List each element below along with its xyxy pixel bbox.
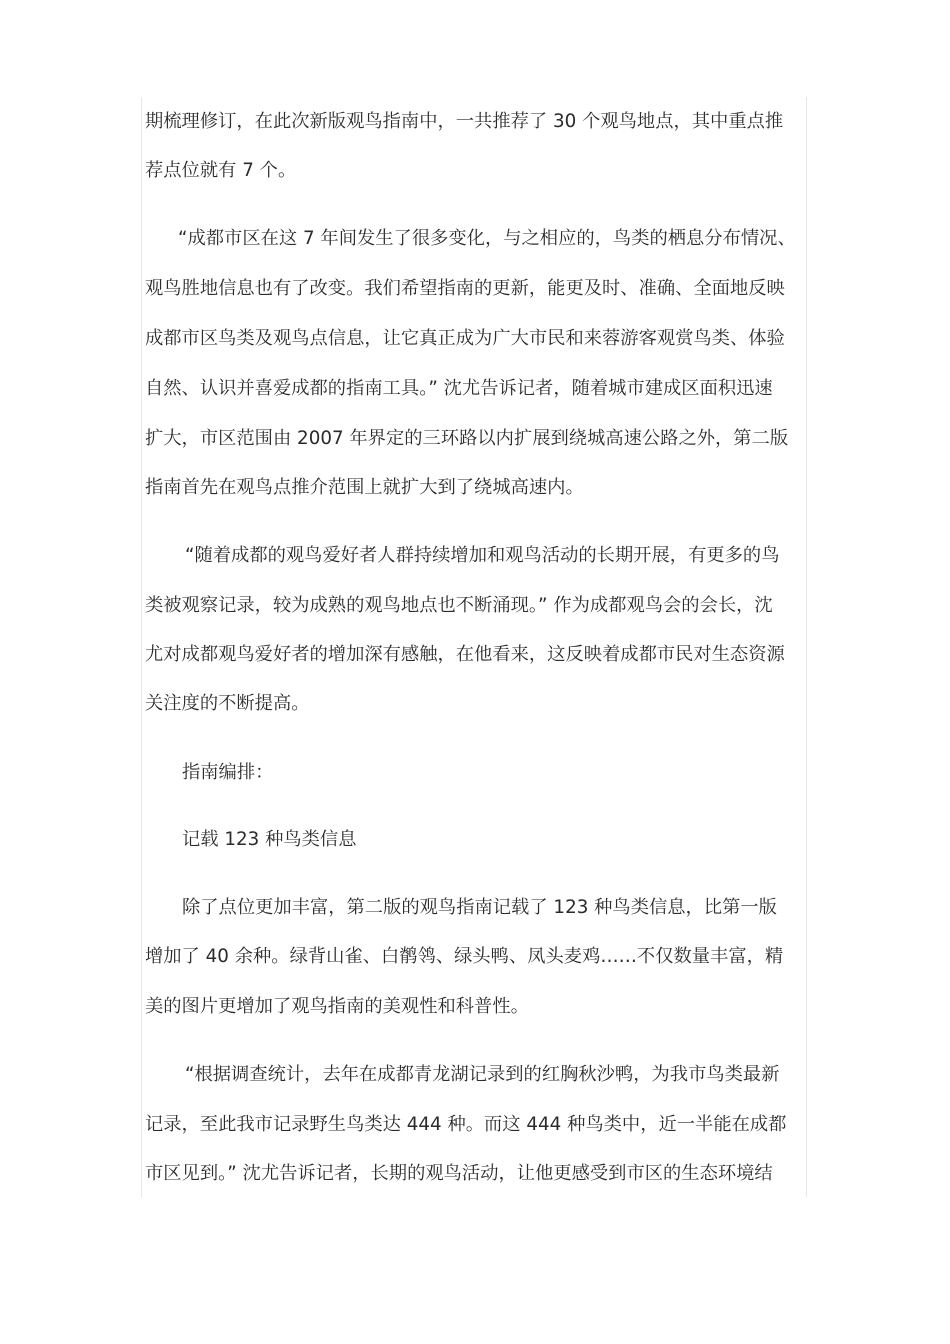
text-line: 增加了 40 余种。绿背山雀、白鹡鸰、绿头鸭、凤头麦鸡……不仅数量丰富，精 — [145, 946, 784, 967]
text-line: 关注度的不断提高。 — [145, 693, 310, 714]
text-line: 尤对成都观鸟爱好者的增加深有感触，在他看来，这反映着成都市民对生态资源 — [145, 644, 785, 665]
text-line: 期梳理修订，在此次新版观鸟指南中，一共推荐了 30 个观鸟地点，其中重点推 — [145, 111, 784, 132]
text-line: 记录，至此我市记录野生鸟类达 444 种。而这 444 种鸟类中，近一半能在成都 — [145, 1114, 787, 1135]
text-line: 成都市区鸟类及观鸟点信息，让它真正成为广大市民和来蓉游客观赏鸟类、体验 — [145, 328, 785, 349]
text-line: 市区见到。” 沈尤告诉记者，长期的观鸟活动，让他更感受到市区的生态环境结 — [145, 1163, 773, 1184]
text-line: 类被观察记录，较为成熟的观鸟地点也不断涌现。” 作为成都观鸟会的会长，沈 — [145, 595, 773, 616]
text-line: “根据调查统计，去年在成都青龙湖记录到的红胸秋沙鸭，为我市鸟类最新 — [185, 1064, 780, 1085]
section-subheading: 记载 123 种鸟类信息 — [182, 829, 357, 850]
section-heading: 指南编排： — [182, 762, 274, 783]
text-line: 除了点位更加丰富，第二版的观鸟指南记载了 123 种鸟类信息，比第一版 — [182, 897, 777, 918]
text-line: “随着成都的观鸟爱好者人群持续增加和观鸟活动的长期开展，有更多的鸟 — [185, 545, 780, 566]
text-line: 自然、认识并喜爱成都的指南工具。” 沈尤告诉记者，随着城市建成区面积迅速 — [145, 378, 773, 399]
text-line: 指南首先在观鸟点推介范围上就扩大到了绕城高速内。 — [145, 477, 584, 498]
text-line: 荐点位就有 7 个。 — [145, 160, 297, 181]
text-line: “成都市区在这 7 年间发生了很多变化，与之相应的，鸟类的栖息分布情况、 — [178, 228, 796, 249]
text-line: 扩大，市区范围由 2007 年界定的三环路以内扩展到绕城高速公路之外，第二版 — [145, 428, 789, 449]
text-line: 美的图片更增加了观鸟指南的美观性和科普性。 — [145, 996, 529, 1017]
text-line: 观鸟胜地信息也有了改变。我们希望指南的更新，能更及时、准确、全面地反映 — [145, 278, 785, 299]
